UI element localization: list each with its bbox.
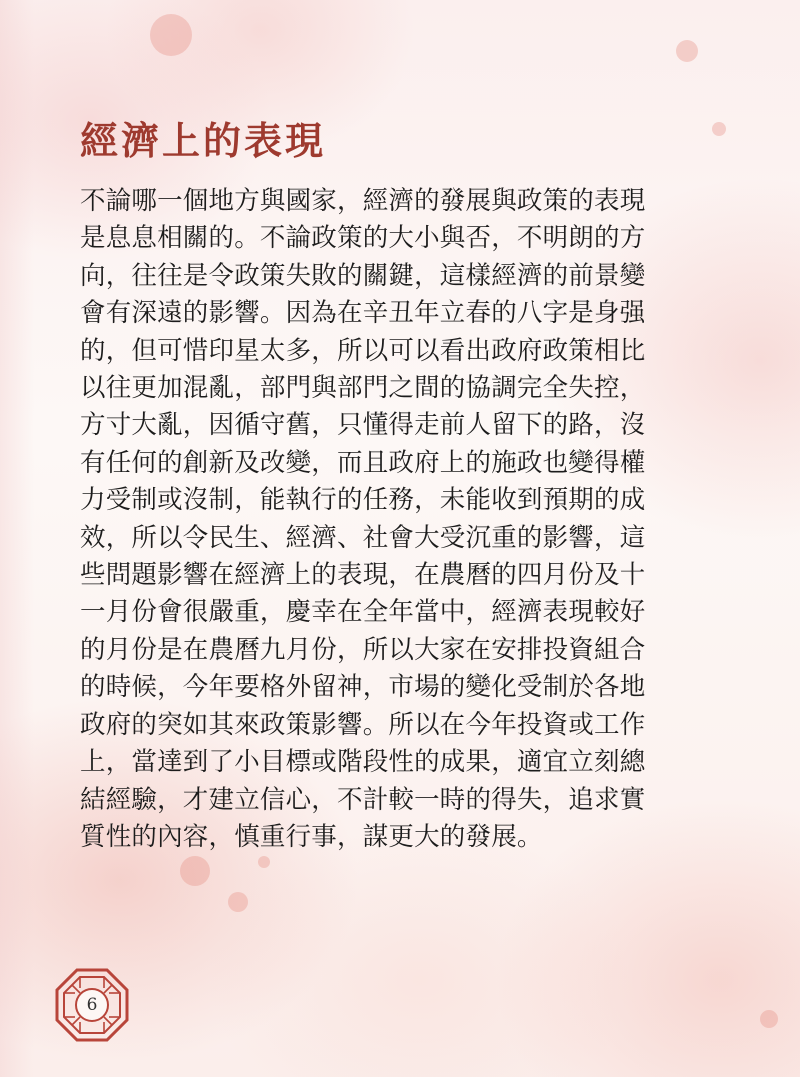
watercolor-splash xyxy=(258,856,270,868)
page-edge-shadow xyxy=(0,0,34,1077)
watercolor-splash xyxy=(150,14,192,56)
page-title: 經濟上的表現 xyxy=(80,118,327,163)
watercolor-splash xyxy=(676,40,698,62)
watercolor-splash xyxy=(228,892,248,912)
watercolor-splash xyxy=(760,1010,778,1028)
page-number: 6 xyxy=(86,995,98,1015)
watercolor-splash xyxy=(180,856,210,886)
watercolor-splash xyxy=(712,122,726,136)
body-paragraph: 不論哪一個地方與國家，經濟的發展與政策的表現 是息息相關的。不論政策的大小與否，不明朗的方 向，往往是令政策失敗的關鍵，這樣經濟的前景變 會有深遠的影響。因為在辛丑年立春的八字是身强 的，但可惜印星太多，所以可以看出政府政策相比 以往更加混亂，部門與部門之間的協調完全失控， 方寸大亂，因循守舊，只懂得走前人留下的路，沒 有任何的創新及改變，而且政府上的施政也變得權 力受制或沒制，能執行的任務，未能收到預期的成 效，所以令民生、經濟、社會大受沉重的影響，這 些問題影響在經濟上的表現，在農曆的四月份及十 一月份會很嚴重，慶幸在全年當中，經濟表現較好 的月份是在農曆九月份，所以大家在安排投資組合 的時候，今年要格外留神，市場的變化受制於各地 政府的突如其來政策影響。所以在今年投資或工作 上，當達到了小目標或階段性的成果，適宜立刻總 結經驗，才建立信心，不計較一時的得失，追求實 質性的內容，慎重行事，謀更大的發展。 xyxy=(80,186,646,852)
